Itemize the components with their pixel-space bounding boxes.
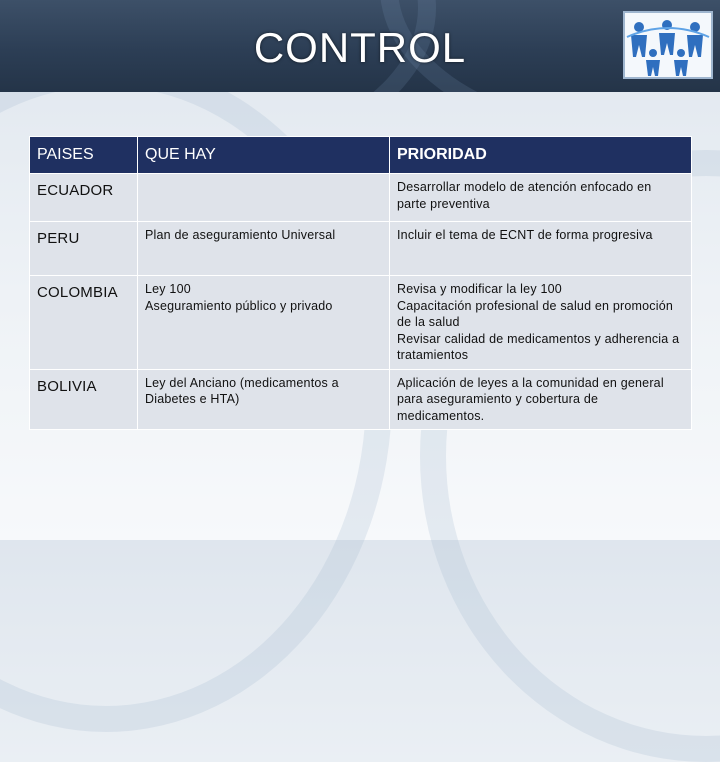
prioridad-line: Aplicación de leyes a la comunidad en general para aseguramiento y cobertura de medicamentos. [397,375,664,423]
slide-title: CONTROL [253,24,467,71]
header-que-hay: QUE HAY [138,137,390,174]
que-hay-cell [138,174,390,222]
title-band [0,0,720,92]
que-hay-cell [138,276,390,370]
prioridad-line: Capacitación profesional de salud en promoción de la salud [397,298,674,329]
prioridad-cell [390,276,692,370]
control-table [29,136,692,430]
prioridad-cell [390,369,692,430]
table-row [30,276,692,370]
que-hay-line: Plan de aseguramiento Universal [145,228,336,242]
que-hay-line: Aseguramiento público y privado [145,298,333,313]
table-row [30,222,692,276]
prioridad-cell [390,174,692,222]
que-hay-line: Ley del Anciano (medicamentos a Diabetes e HTA) [145,375,339,406]
prioridad-line: Incluir el tema de ECNT de forma progresiva [397,228,653,242]
table-row [30,174,692,222]
country-cell: COLOMBIA [30,276,138,370]
prioridad-line: Desarrollar modelo de atención enfocado en parte preventiva [397,180,652,211]
prioridad-line: Revisa y modificar la ley 100 [397,282,562,296]
country-cell: PERU [30,222,138,276]
header-prioridad: PRIORIDAD [390,137,692,174]
people-chain-logo-icon [623,11,713,79]
header-paises: PAISES [30,137,138,174]
table-header-row [30,137,692,174]
que-hay-cell [138,222,390,276]
country-cell: BOLIVIA [30,369,138,430]
que-hay-line: Ley 100 [145,282,191,296]
prioridad-line: Revisar calidad de medicamentos y adherencia a tratamientos [397,331,680,362]
table-row [30,369,692,430]
prioridad-cell [390,222,692,276]
que-hay-cell [138,369,390,430]
country-cell: ECUADOR [30,174,138,222]
